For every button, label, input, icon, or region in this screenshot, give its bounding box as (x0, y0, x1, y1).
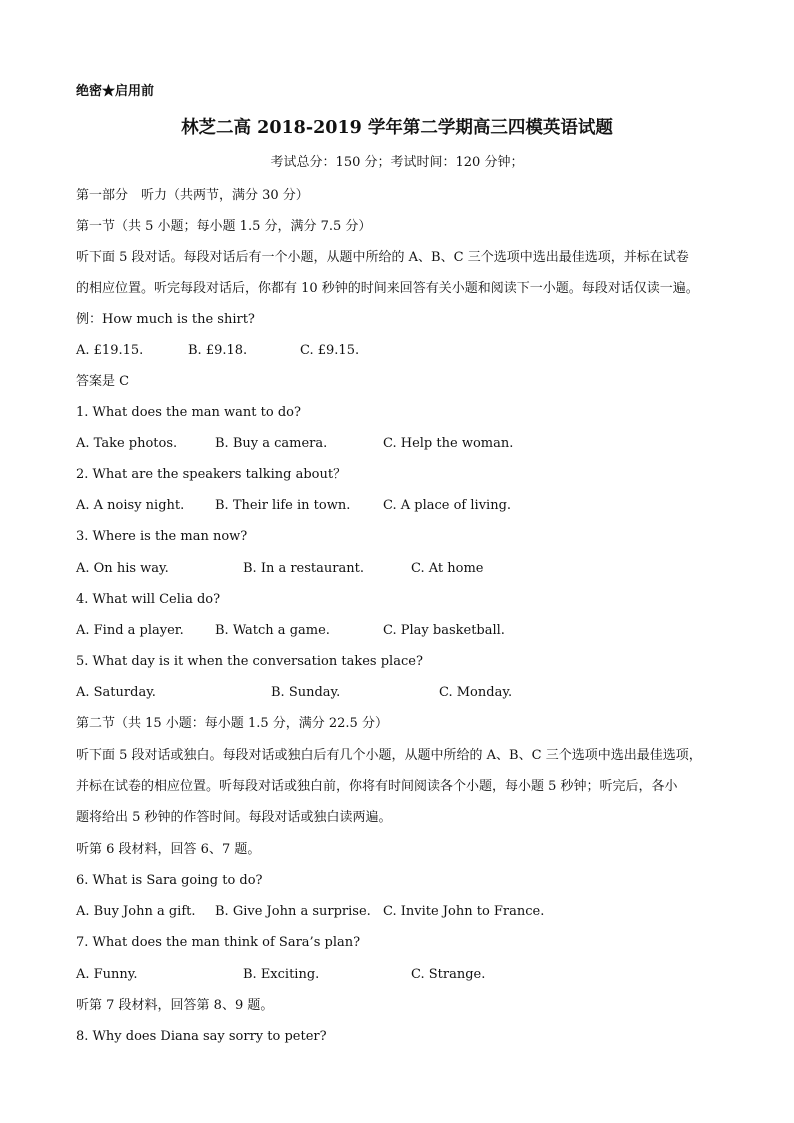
question-text: 2. What are the speakers talking about？ (76, 467, 347, 482)
instruction-line: 题将给出 5 秒钟的作答时间。每段对话或独白读两遍。 (76, 810, 392, 825)
option-c: C. Monday. (439, 685, 513, 700)
option-a: A. Buy John a gift. (76, 904, 196, 919)
exam-info: 考试总分：150 分；考试时间：120 分钟； (270, 155, 524, 170)
option-c: C. Help the woman. (383, 436, 514, 451)
option-b: B. Sunday. (271, 685, 341, 700)
question-text: 8. Why does Diana say sorry to peter? (76, 1029, 327, 1044)
question-text: 7. What does the man think of Sara’s plan? (76, 935, 361, 950)
question-text: 4. What will Celia do? (76, 592, 221, 607)
material-note: 听第 7 段材料，回答第 8、9 题。 (76, 998, 274, 1013)
option-c: C. At home (411, 561, 484, 576)
option-a: A. £19.15. (76, 343, 144, 358)
example-answer: 答案是 C (76, 374, 130, 389)
option-b: B. Exciting. (243, 967, 320, 982)
option-a: A. Funny. (76, 967, 138, 982)
option-b: B. Give John a surprise. (215, 904, 371, 919)
question-text: 3. Where is the man now? (76, 529, 248, 544)
confidential-label: 绝密★启用前 (76, 84, 155, 99)
instruction-line: 听下面 5 段对话。每段对话后有一个小题，从题中所给的 A、B、C 三个选项中选出最佳选项，并标在试卷 (76, 250, 689, 265)
option-a: A. On his way. (76, 561, 169, 576)
option-a: A. Saturday. (76, 685, 156, 700)
option-b: B. Buy a camera. (215, 436, 328, 451)
question-text: 6. What is Sara going to do? (76, 873, 263, 888)
page-title: 林芝二高 2018-2019 学年第二学期高三四模英语试题 (181, 118, 613, 138)
part1-heading: 第一部分 听力（共两节，满分 30 分） (76, 188, 309, 203)
option-c: C. Play basketball. (383, 623, 505, 638)
example-question: 例：How much is the shirt? (76, 312, 255, 327)
instruction-line: 的相应位置。听完每段对话后，你都有 10 秒钟的时间来回答有关小题和阅读下一小题。每段对话仅读一遍。 (76, 281, 699, 296)
option-b: B. Their life in town. (215, 498, 351, 513)
option-a: A. A noisy night. (76, 498, 185, 513)
option-c: C. Strange. (411, 967, 486, 982)
option-a: A. Take photos. (76, 436, 178, 451)
material-note: 听第 6 段材料，回答 6、7 题。 (76, 842, 261, 857)
instruction-line: 听下面 5 段对话或独白。每段对话或独白后有几个小题，从题中所给的 A、B、C 三个选项中选出最佳选项， (76, 748, 702, 763)
option-c: C. £9.15. (300, 343, 360, 358)
instruction-line: 并标在试卷的相应位置。听每段对话或独白前，你将有时间阅读各个小题，每小题 5 秒钟；听完后，各小 (76, 779, 678, 794)
option-b: B. In a restaurant. (243, 561, 364, 576)
option-c: C. A place of living. (383, 498, 512, 513)
section1-heading: 第一节（共 5 小题；每小题 1.5 分，满分 7.5 分） (76, 219, 372, 234)
option-a: A. Find a player. (76, 623, 184, 638)
question-text: 5. What day is it when the conversation takes place? (76, 654, 423, 669)
option-c: C. Invite John to France. (383, 904, 545, 919)
option-b: B. £9.18. (188, 343, 248, 358)
section2-heading: 第二节（共 15 小题：每小题 1.5 分，满分 22.5 分） (76, 716, 388, 731)
option-b: B. Watch a game. (215, 623, 330, 638)
question-text: 1. What does the man want to do? (76, 405, 301, 420)
